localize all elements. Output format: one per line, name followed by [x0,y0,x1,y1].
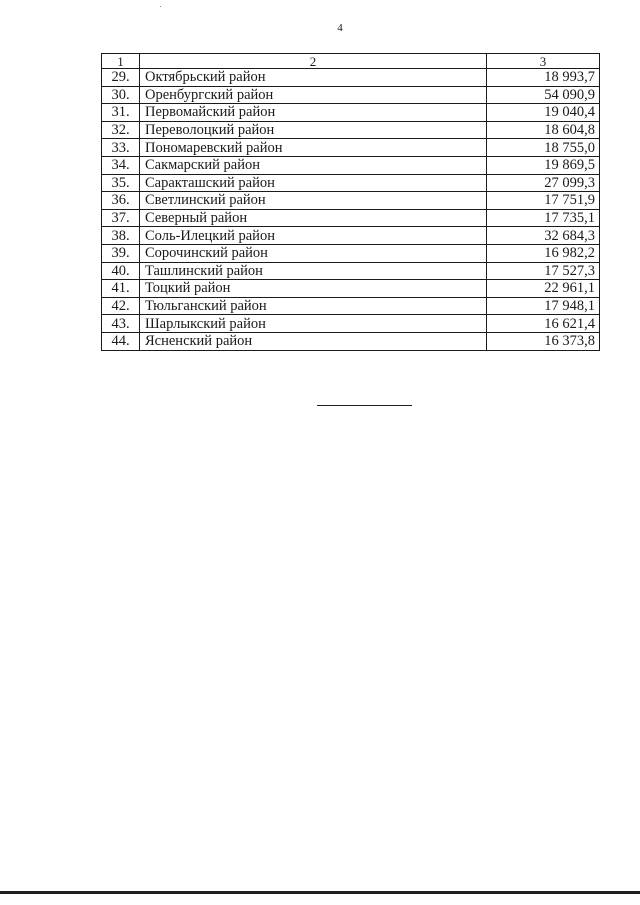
row-number-cell: 41. [102,280,140,298]
table-row [102,315,600,333]
amount-cell: 17 735,1 [487,209,600,227]
row-number-cell: 29. [102,69,140,87]
district-name-cell: Тоцкий район [140,280,487,298]
table-row [102,156,600,174]
table-row [102,332,600,350]
table-header-row [102,54,600,69]
district-name-cell: Соль-Илецкий район [140,227,487,245]
amount-cell: 18 993,7 [487,69,600,87]
row-number-cell: 37. [102,209,140,227]
end-of-document-line [317,405,412,406]
district-name-cell: Оренбургский район [140,86,487,104]
column-header-2: 2 [140,54,487,69]
district-name-cell: Светлинский район [140,192,487,210]
district-name-cell: Ташлинский район [140,262,487,280]
amount-cell: 17 948,1 [487,297,600,315]
amount-cell: 19 040,4 [487,104,600,122]
column-header-3: 3 [487,54,600,69]
district-name-cell: Пономаревский район [140,139,487,157]
table-row [102,262,600,280]
table-body [102,54,600,351]
table-row [102,227,600,245]
table-row [102,297,600,315]
amount-cell: 18 755,0 [487,139,600,157]
table-row [102,174,600,192]
row-number-cell: 44. [102,332,140,350]
table-row [102,192,600,210]
table-row [102,86,600,104]
row-number-cell: 34. [102,156,140,174]
amount-cell: 27 099,3 [487,174,600,192]
table-row [102,244,600,262]
amount-cell: 17 751,9 [487,192,600,210]
amount-cell: 16 373,8 [487,332,600,350]
district-name-cell: Саракташский район [140,174,487,192]
page-number: 4 [337,22,343,34]
row-number-cell: 42. [102,297,140,315]
district-name-cell: Октябрьский район [140,69,487,87]
row-number-cell: 33. [102,139,140,157]
table-row [102,280,600,298]
amount-cell: 54 090,9 [487,86,600,104]
row-number-cell: 39. [102,244,140,262]
district-name-cell: Северный район [140,209,487,227]
amount-cell: 19 869,5 [487,156,600,174]
table-row [102,139,600,157]
amount-cell: 17 527,3 [487,262,600,280]
row-number-cell: 40. [102,262,140,280]
amount-cell: 32 684,3 [487,227,600,245]
row-number-cell: 35. [102,174,140,192]
district-name-cell: Переволоцкий район [140,121,487,139]
district-name-cell: Первомайский район [140,104,487,122]
row-number-cell: 36. [102,192,140,210]
district-name-cell: Сакмарский район [140,156,487,174]
column-header-1: 1 [102,54,140,69]
district-name-cell: Тюльганский район [140,297,487,315]
amount-cell: 16 621,4 [487,315,600,333]
amount-cell: 22 961,1 [487,280,600,298]
table-row [102,104,600,122]
page-bottom-edge [0,891,640,894]
scan-speck [160,6,161,7]
table-row [102,209,600,227]
row-number-cell: 32. [102,121,140,139]
districts-table [101,53,600,351]
table-row [102,121,600,139]
amount-cell: 18 604,8 [487,121,600,139]
row-number-cell: 38. [102,227,140,245]
row-number-cell: 30. [102,86,140,104]
district-name-cell: Сорочинский район [140,244,487,262]
row-number-cell: 31. [102,104,140,122]
table-row [102,69,600,87]
amount-cell: 16 982,2 [487,244,600,262]
district-name-cell: Шарлыкский район [140,315,487,333]
district-name-cell: Ясненский район [140,332,487,350]
row-number-cell: 43. [102,315,140,333]
